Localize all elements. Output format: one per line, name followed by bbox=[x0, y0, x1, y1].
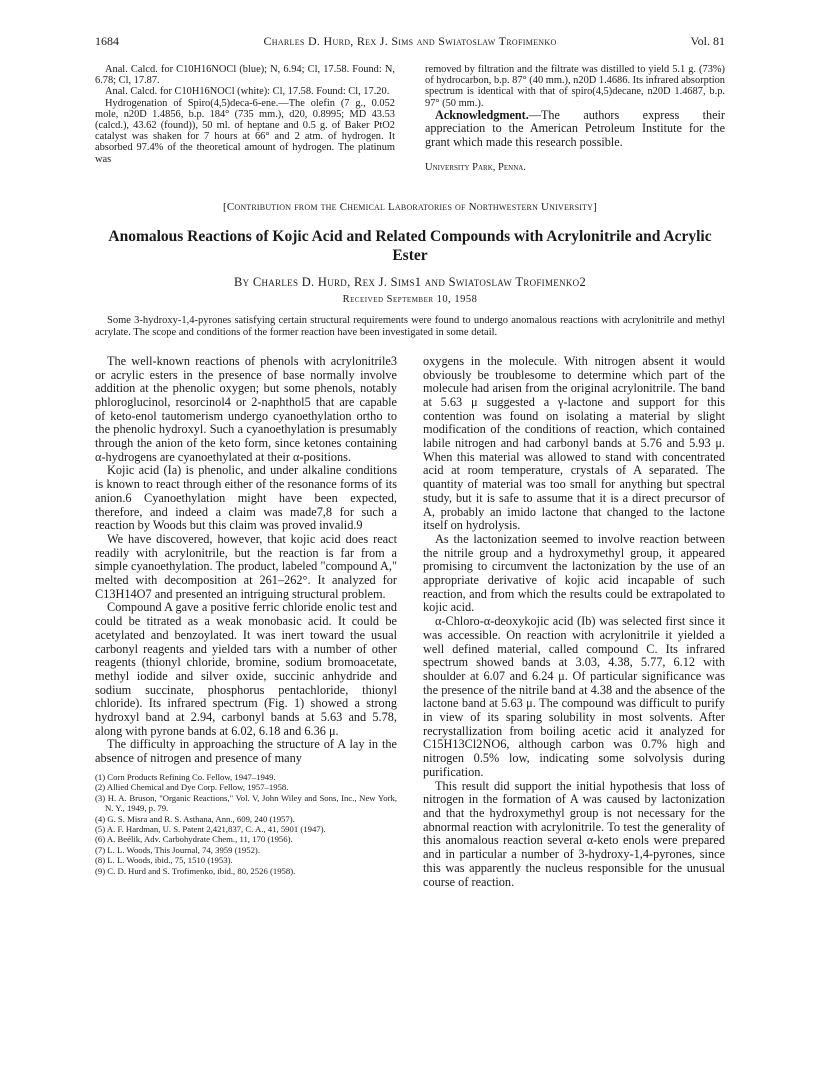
body-left-column bbox=[95, 355, 397, 889]
paragraph: α-Chloro-α-deoxykojic acid (Ib) was selected first since it was accessible. On reaction with acrylonitrile it yielded a well defined material, called compound C. Its infrared spectrum showed bands at 3.03, 4.38, 5.77, 6.12 with shoulder at 6.07 and 6.24 μ. Of particular significance was the presence of the nitrile band at 4.38 and the absence of the lactone band at 5.63 μ. The compound was difficult to purify in view of its sparing solubility in most solvents. After recrystallization from boiling acetic acid it analyzed for C15H13Cl2NO6, although carbon was 0.7% high and nitrogen 0.5% low, indicating some solvolysis during purification. bbox=[423, 614, 725, 779]
paragraph: The difficulty in approaching the structure of A lay in the absence of nitrogen and presence of many bbox=[95, 737, 397, 766]
acknowledgment bbox=[425, 109, 725, 150]
footnote: (2) Allied Chemical and Dye Corp. Fellow, 1957–1958. bbox=[95, 782, 289, 793]
article-title: Anomalous Reactions of Kojic Acid and Related Compounds with Acrylonitrile and Acrylic Ester bbox=[108, 227, 712, 264]
footnote: (6) A. Beélik, Adv. Carbohydrate Chem., 11, 170 (1956). bbox=[95, 834, 293, 845]
footnote: (7) L. L. Woods, This Journal, 74, 3959 (1952). bbox=[95, 844, 260, 855]
footnote: (8) L. L. Woods, ibid., 75, 1510 (1953). bbox=[95, 855, 233, 866]
top-right-column bbox=[425, 64, 725, 173]
paragraph: Compound A gave a positive ferric chloride enolic test and could be titrated as a weak monobasic acid. It could be acetylated and benzoylated. It was inert toward the usual carbonyl reagents and yielded tars with a number of other reagents (thionyl chloride, bromine, sodium bromoacetate, methyl iodide and silver oxide, succinic anhydride and sodium succinate, phosphorus pentachloride, thionyl chloride). Its infrared spectrum (Fig. 1) showed a strong hydroxyl band at 2.94, carbonyl bands at 5.63 and 5.78, along with pyrone bands at 6.02, 6.18 and 6.36 μ. bbox=[95, 600, 397, 738]
top-left-column bbox=[95, 64, 395, 173]
abstract: Some 3-hydroxy-1,4-pyrones satisfying certain structural requirements were found to undergo anomalous reactions with acrylonitrile and methyl acrylate. The scope and conditions of the former reaction have been investigated in some detail. bbox=[95, 314, 725, 338]
paragraph: As the lactonization seemed to involve reaction between the nitrile group and a hydroxymethyl group, it appeared promising to circumvent the lactonization by the use of an appropriate derivative of kojic acid incapable of such reaction, and from which the results could be extrapolated to kojic acid. bbox=[423, 531, 725, 615]
received-date: Received September 10, 1958 bbox=[342, 293, 478, 305]
running-head-authors: Charles D. Hurd, Rex J. Sims and Swiatoslaw Trofimenko bbox=[263, 34, 557, 48]
byline: By Charles D. Hurd, Rex J. Sims1 and Swiatoslaw Trofimenko2 bbox=[233, 274, 587, 289]
hydrogenation-paragraph: Hydrogenation of Spiro(4,5)deca-6-ene.—The olefin (7 g., 0.052 mole, n20D 1.4856, b.p. 184° (735 mm.), d20, 0.8995; MD 43.53 (calcd.), 43.62 (found)), 50 ml. of heptane and 0.5 g. of Baker PtO2 catalyst was shaken for 7 hours at 66° and 2 atm. of hydrogen. It absorbed 97.4% of the theoretical amount of hydrogen. The platinum was bbox=[95, 97, 395, 165]
acknowledgment-title: Acknowledgment. bbox=[435, 107, 529, 122]
university-location: University Park, Penna. bbox=[425, 161, 526, 173]
footnote: (1) Corn Products Refining Co. Fellow, 1947–1949. bbox=[95, 771, 276, 782]
contribution-line: [Contribution from the Chemical Laboratories of Northwestern University] bbox=[222, 200, 598, 213]
article-body bbox=[95, 355, 725, 889]
journal-page bbox=[95, 34, 725, 889]
volume-label: Vol. 81 bbox=[690, 34, 725, 48]
footnote: (9) C. D. Hurd and S. Trofimenko, ibid., 80, 2526 (1958). bbox=[95, 865, 296, 876]
paragraph: This result did support the initial hypothesis that loss of nitrogen in the formation of A was caused by lactonization and that the hydroxymethyl group is not necessary for the abnormal reaction with acrylonitrile. To test the generality of this anomalous reaction several α-keto enols were prepared and in particular a number of 3-hydroxy-1,4-pyrones, since this was apparently the nucleus responsible for the unusual course of reaction. bbox=[423, 778, 725, 889]
paragraph: oxygens in the molecule. With nitrogen absent it would obviously be troublesome to determine which part of the molecule had arisen from the original acrylonitrile. The band at 5.63 μ suggested a γ-lactone and support for this contention was found on isolating a material by slight modification of the conditions of reaction, which contained labile nitrogen and had carbonyl bands at 5.76 and 5.93 μ. When this material was allowed to stand with concentrated acid at room temperature, crystals of A separated. The quantity of material was too small for anything but spectral study, but it is safe to assume that it is a direct precursor of A, probably an imido lactone that changed to the lactone itself on hydrolysis. bbox=[423, 353, 725, 533]
filtration-continuation: removed by filtration and the filtrate was distilled to yield 5.1 g. (73%) of hydrocarbon, b.p. 87° (40 mm.), n20D 1.4686. Its infrared absorption spectrum is identical with that of spiro(4,5)decane, n20D 1.4687, b.p. 97° (50 mm.). bbox=[425, 64, 725, 109]
body-right-column bbox=[423, 355, 725, 889]
paragraph: We have discovered, however, that kojic acid does react readily with acrylonitrile, but the reaction is far from a simple cyanoethylation. The product, labeled "compound A," melted with decomposition at 261–262°. It analyzed for C13H14O7 and presented an intriguing structural problem. bbox=[95, 531, 397, 601]
footnote: (4) G. S. Misra and R. S. Asthana, Ann., 609, 240 (1957). bbox=[95, 813, 295, 824]
analysis-white: Anal. Calcd. for C10H16NOCl (white): Cl, 17.58. Found: Cl, 17.20. bbox=[105, 86, 390, 98]
footnotes bbox=[95, 772, 397, 876]
page-number: 1684 bbox=[95, 34, 119, 48]
acknowledgment-text: —The authors express their appreciation to the American Petroleum Institute for the grant which made this research possible. bbox=[425, 107, 725, 149]
paragraph: Kojic acid (Ia) is phenolic, and under alkaline conditions is known to react through either of the resonance forms of its anion.6 Cyanoethylation might have been expected, therefore, and indeed a claim was made7,8 for such a reaction by Woods but this claim was proved invalid.9 bbox=[95, 463, 397, 533]
paragraph: The well-known reactions of phenols with acrylonitrile3 or acrylic esters in the presence of base normally involve addition at the phenolic oxygen; but some phenols, notably phloroglucinol, resorcinol4 or 2-naphthol5 that are capable of keto-enol tautomerism undergo cyanoethylation ortho to the phenolic hydroxyl. Such a cyanoethylation is presumably through the anion of the keto form, since ketones containing α-hydrogens are cyanoethylated at their α-positions. bbox=[95, 353, 397, 464]
footnote: (3) H. A. Bruson, "Organic Reactions," Vol. V, John Wiley and Sons, Inc., New York, N. Y., 1949, p. 79. bbox=[95, 792, 397, 814]
running-head bbox=[95, 34, 725, 54]
analysis-blue: Anal. Calcd. for C10H16NOCl (blue); N, 6.94; Cl, 17.58. Found: N, 6.78; Cl, 17.87. bbox=[95, 64, 395, 87]
footnote: (5) A. F. Hardman, U. S. Patent 2,421,837, C. A., 41, 5901 (1947). bbox=[95, 823, 326, 834]
previous-article-tail bbox=[95, 64, 725, 173]
